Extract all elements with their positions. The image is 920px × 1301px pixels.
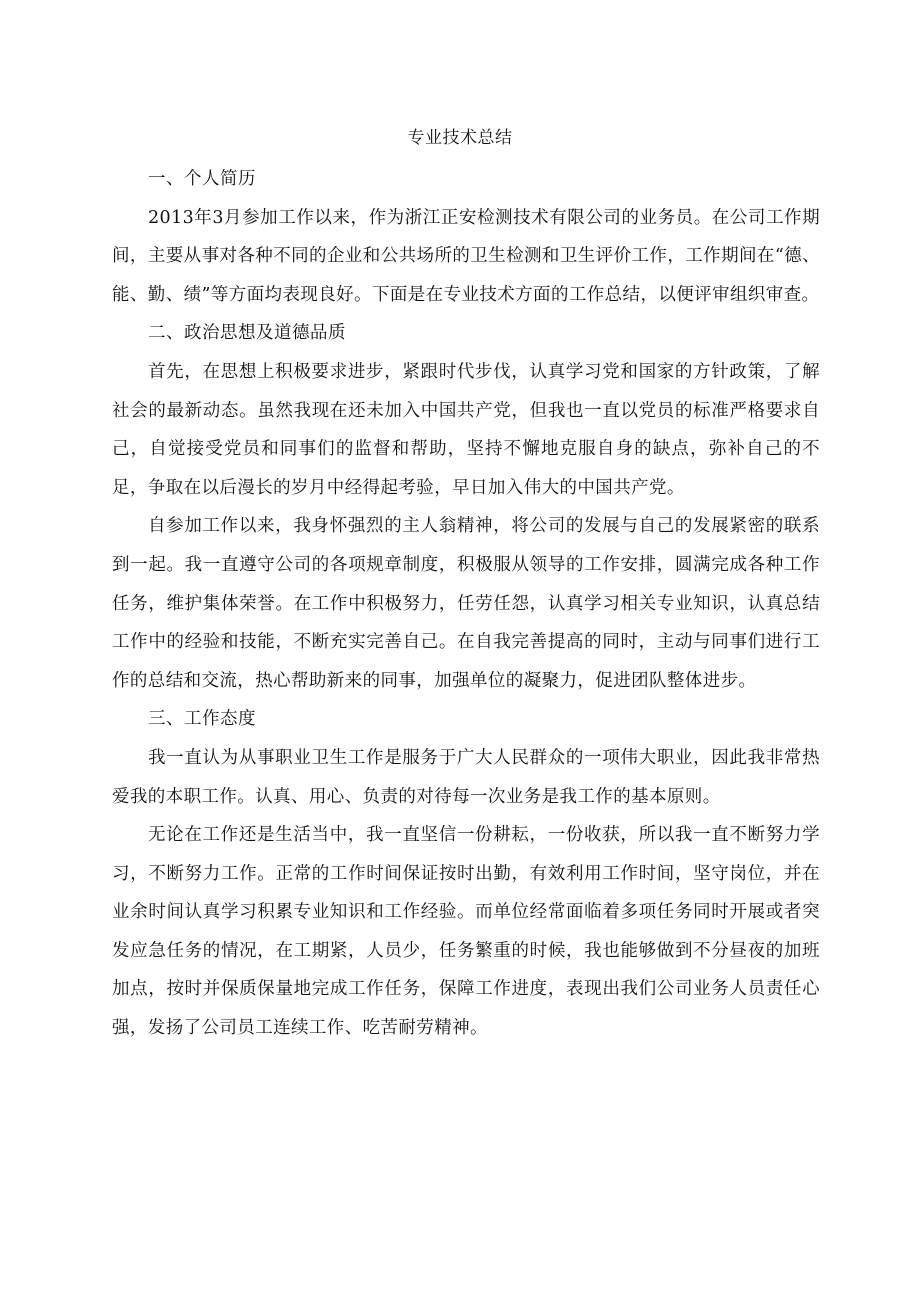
- paragraph-politics: 首先，在思想上积极要求进步，紧跟时代步伐，认真学习党和国家的方针政策，了解社会的最新动态。虽然我现在还未加入中国共产党，但我也一直以党员的标准严格要求自己，自觉接受党员和同事们的监督和帮助，坚持不懈地克服自身的缺点，弥补自己的不足，争取在以后漫长的岁月中经得起考验，早日加入伟大的中国共产党。: [112, 361, 820, 498]
- section-heading-resume: 一、个人简历: [148, 169, 256, 189]
- paragraph-ownership: 自参加工作以来，我身怀强烈的主人翁精神，将公司的发展与自己的发展紧密的联系到一起。我一直遵守公司的各项规章制度，积极服从领导的工作安排，圆满完成各种工作任务，维护集体荣誉。在工作中积极努力，任劳任怨，认真学习相关专业知识，认真总结工作中的经验和技能，不断充实完善自己。在自我完善提高的同时，主动与同事们进行工作的总结和交流，热心帮助新来的同事，加强单位的凝聚力，促进团队整体进步。: [112, 516, 820, 691]
- document-body: [112, 160, 820, 1048]
- section-heading-politics-ethics: 二、政治思想及道德品质: [148, 323, 346, 344]
- paragraph-resume: 2013年3月参加工作以来，作为浙江正安检测技术有限公司的业务员。在公司工作期间，主要从事对各种不同的企业和公共场所的卫生检测和卫生评价工作，工作期间在“德、能、勤、绩”等方面均表现良好。下面是在专业技术方面的工作总结，以便评审组织审查。: [112, 207, 820, 305]
- paragraph-attitude-principle: 我一直认为从事职业卫生工作是服务于广大人民群众的一项伟大职业，因此我非常热爱我的本职工作。认真、用心、负责的对待每一次业务是我工作的基本原则。: [112, 747, 820, 807]
- section-heading-work-attitude: 三、工作态度: [148, 709, 256, 730]
- paragraph-attitude-diligence: 无论在工作还是生活当中，我一直坚信一份耕耘，一份收获，所以我一直不断努力学习，不断努力工作。正常的工作时间保证按时出勤，有效利用工作时间，坚守岗位，并在业余时间认真学习积累专业知识和工作经验。而单位经常面临着多项任务同时开展或者突发应急任务的情况，在工期紧，人员少，任务繁重的时候，我也能够做到不分昼夜的加班加点，按时并保质保量地完成工作任务，保障工作进度，表现出我们公司业务人员责任心强，发扬了公司员工连续工作、吃苦耐劳精神。: [112, 825, 820, 1039]
- document-title: 专业技术总结: [407, 128, 513, 148]
